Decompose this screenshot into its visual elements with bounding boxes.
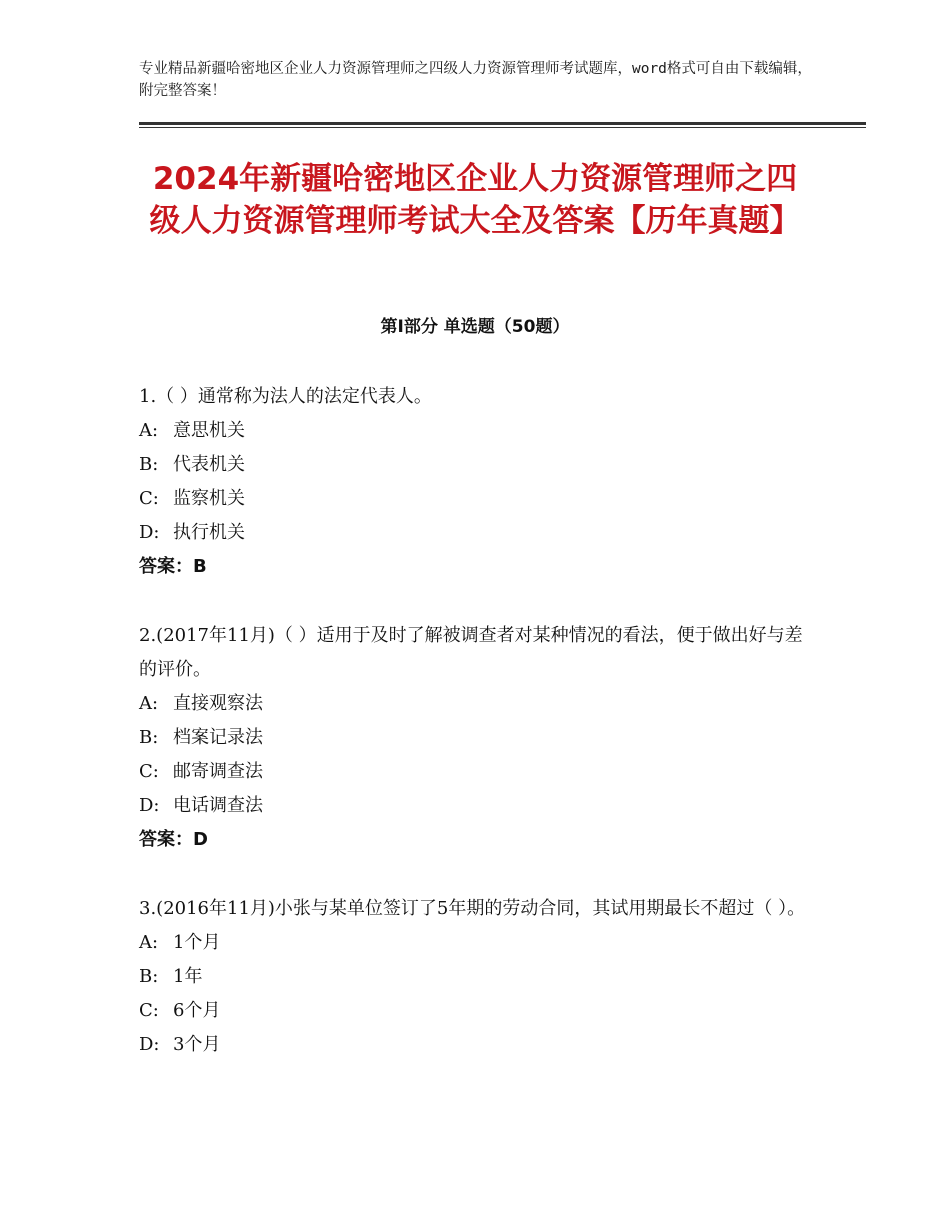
question-stem: 3.(2016年11月)小张与某单位签订了5年期的劳动合同，其试用期最长不超过（ ）。 — [139, 898, 806, 919]
option-letter: A: — [139, 932, 159, 953]
option-text: 1年 — [173, 966, 203, 987]
option-a — [139, 414, 819, 448]
option-d — [139, 1028, 819, 1062]
question-stem: 1.（ ）通常称为法人的法定代表人。 — [139, 386, 432, 407]
option-b — [139, 721, 819, 755]
option-letter: C: — [139, 488, 159, 509]
question-stem: 2.(2017年11月)（ ）适用于及时了解被调查者对某种情况的看法，便于做出好与差的评价。 — [139, 625, 803, 680]
header-note: 专业精品新疆哈密地区企业人力资源管理师之四级人力资源管理师考试题库，word格式可自由下载编辑，附完整答案！ — [139, 61, 812, 99]
option-text: 1个月 — [173, 932, 221, 953]
option-a — [139, 687, 819, 721]
header-rule-thick — [139, 122, 866, 125]
header-rule-thin — [139, 127, 866, 128]
option-letter: A: — [139, 693, 159, 714]
answer-line: 答案：B — [139, 556, 207, 577]
option-d — [139, 789, 819, 823]
option-text: 邮寄调查法 — [173, 761, 263, 782]
option-text: 档案记录法 — [173, 727, 263, 748]
document-title: 2024年新疆哈密地区企业人力资源管理师之四级人力资源管理师考试大全及答案【历年真题】 — [149, 161, 801, 239]
option-text: 代表机关 — [173, 454, 245, 475]
answer-line: 答案：D — [139, 829, 208, 850]
question-3 — [139, 892, 819, 1062]
option-a — [139, 926, 819, 960]
option-letter: C: — [139, 761, 159, 782]
option-text: 6个月 — [173, 1000, 221, 1021]
option-c — [139, 994, 819, 1028]
option-text: 3个月 — [173, 1034, 221, 1055]
option-text: 监察机关 — [173, 488, 245, 509]
option-b — [139, 448, 819, 482]
option-letter: B: — [139, 966, 159, 987]
option-letter: D: — [139, 795, 160, 816]
option-letter: A: — [139, 420, 159, 441]
option-letter: D: — [139, 522, 160, 543]
option-b — [139, 960, 819, 994]
option-letter: B: — [139, 454, 159, 475]
section-heading: 第Ⅰ部分 单选题（50题） — [380, 317, 570, 337]
option-text: 电话调查法 — [173, 795, 263, 816]
option-text: 直接观察法 — [173, 693, 263, 714]
option-letter: D: — [139, 1034, 160, 1055]
option-text: 意思机关 — [173, 420, 245, 441]
question-2 — [139, 619, 819, 857]
option-letter: C: — [139, 1000, 159, 1021]
option-c — [139, 755, 819, 789]
question-1 — [139, 380, 819, 584]
option-letter: B: — [139, 727, 159, 748]
option-d — [139, 516, 819, 550]
option-text: 执行机关 — [173, 522, 245, 543]
option-c — [139, 482, 819, 516]
